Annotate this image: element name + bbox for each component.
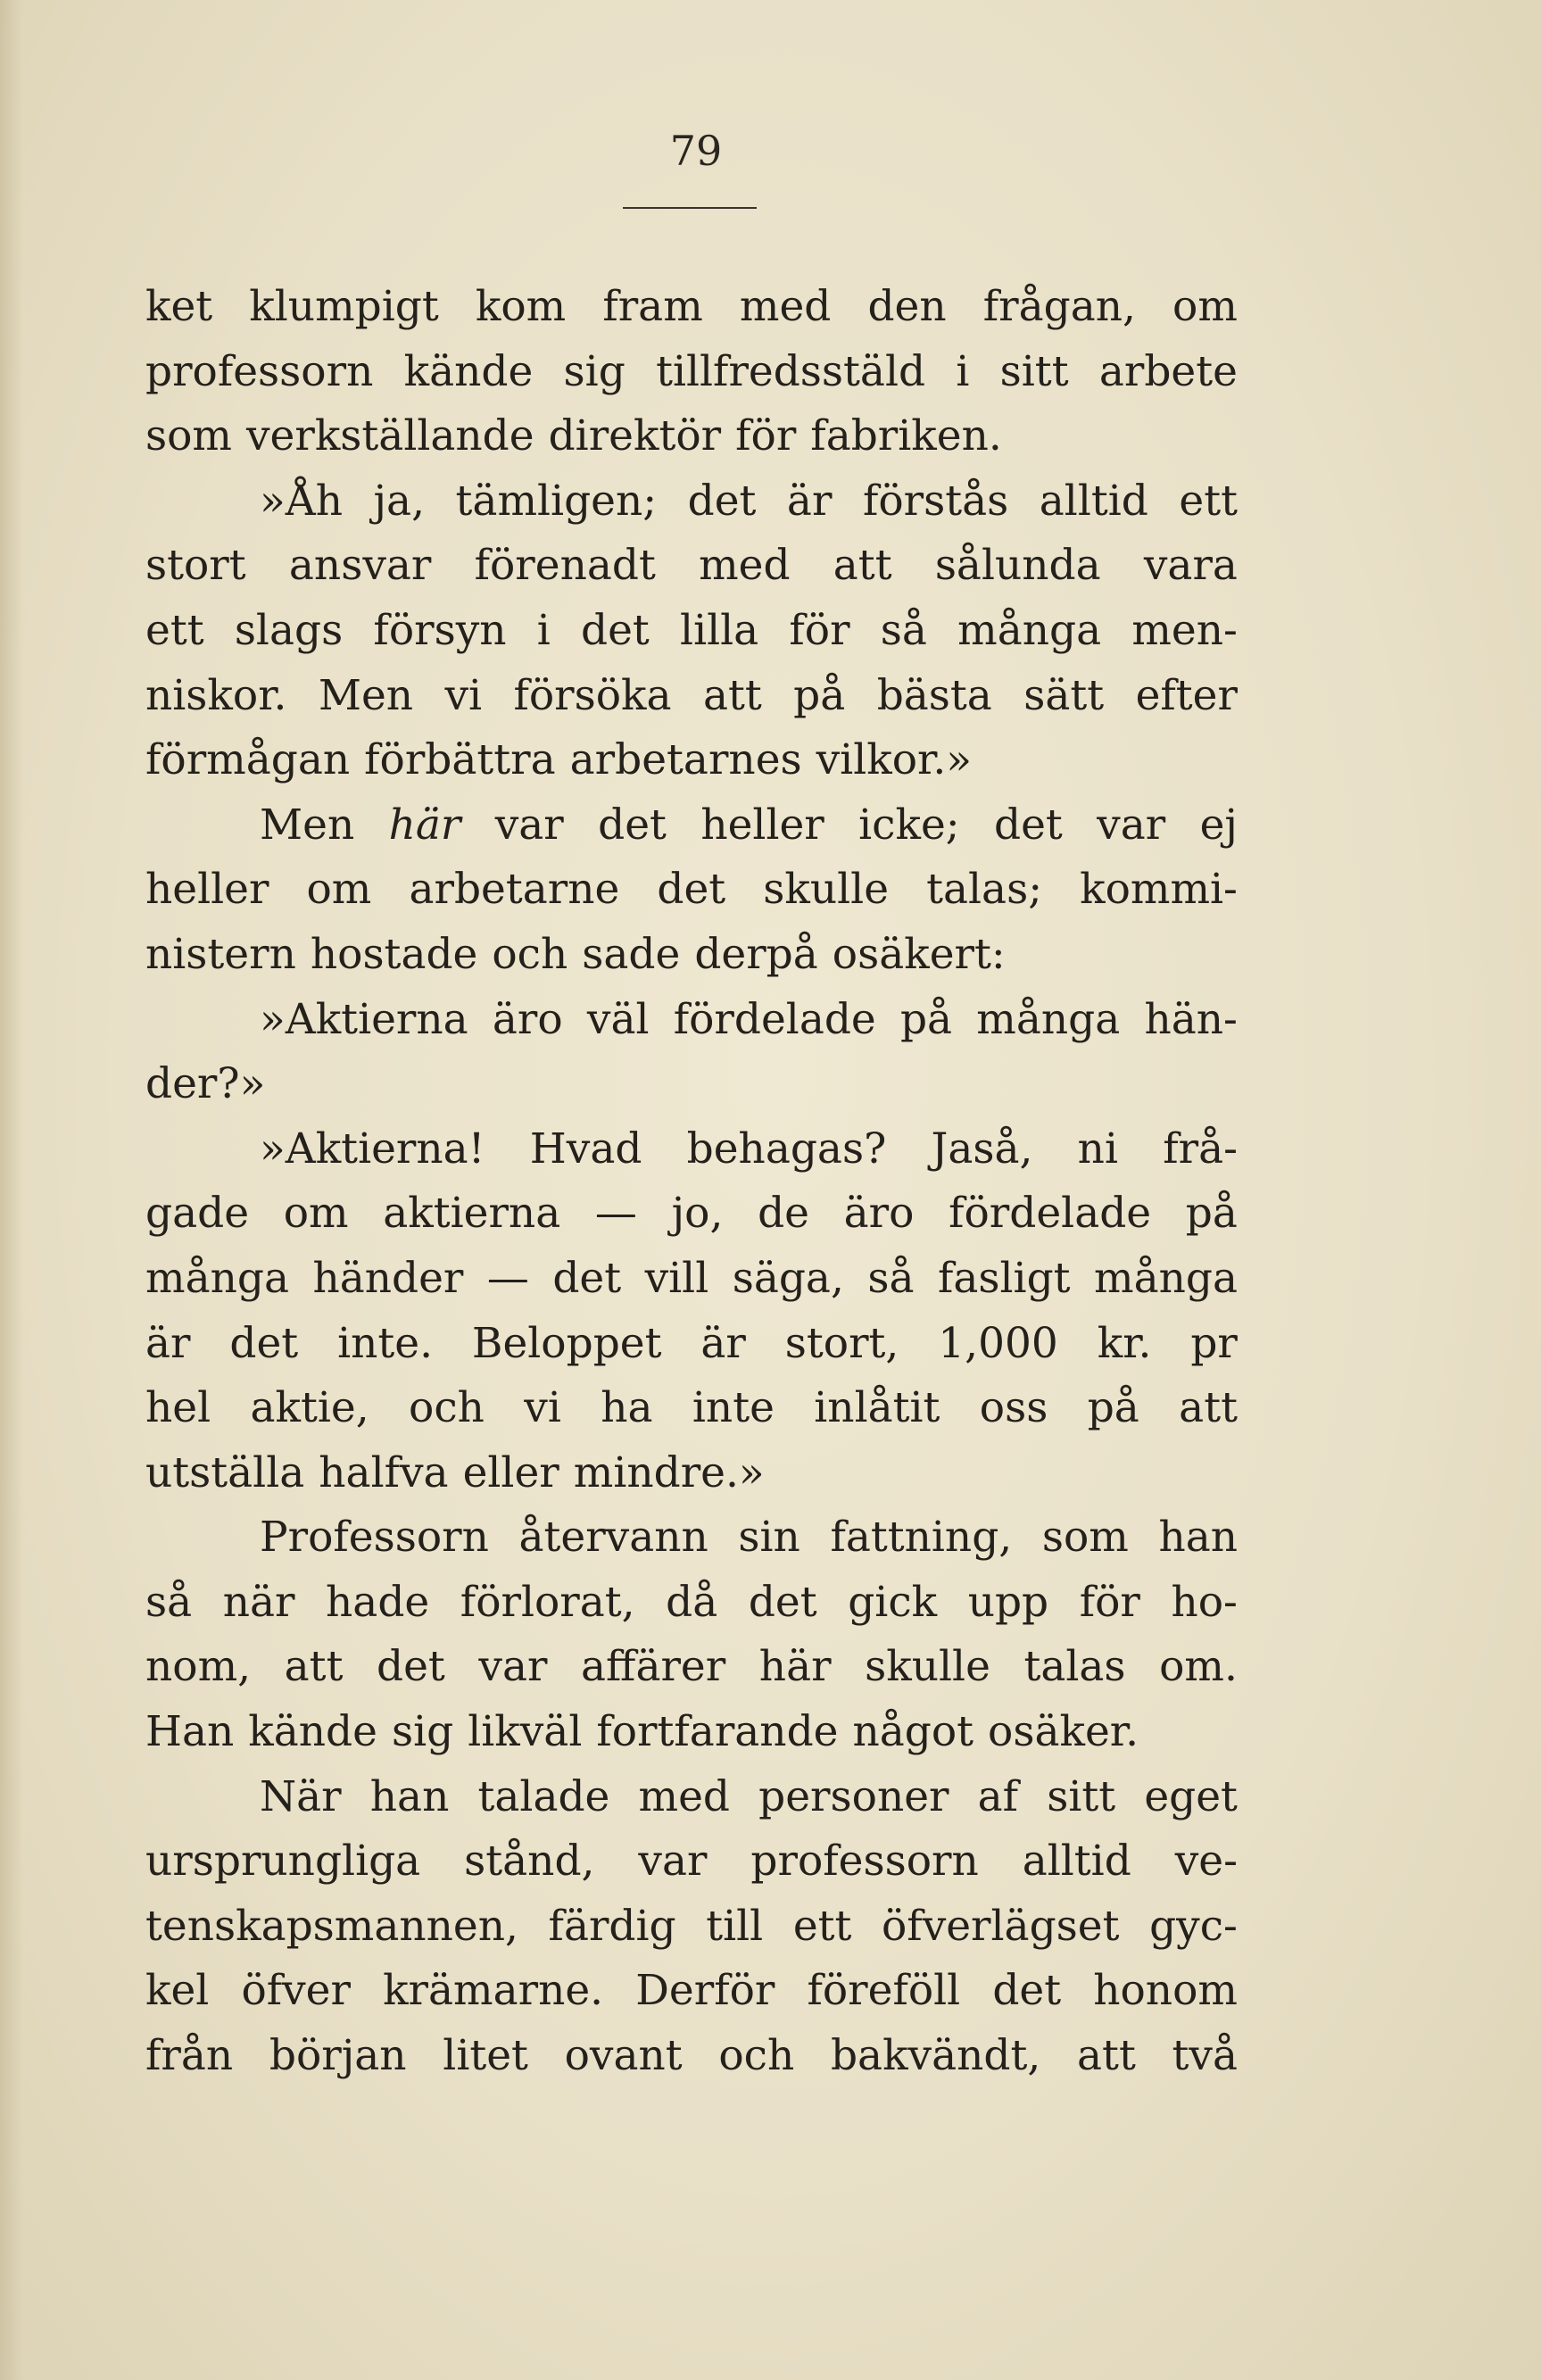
word: att: [1179, 1383, 1238, 1433]
word: ve-: [1174, 1837, 1238, 1887]
header-rule: [623, 207, 757, 209]
text-line: [145, 1505, 1238, 1571]
word: Men: [318, 670, 414, 720]
word: när: [222, 1577, 295, 1627]
word: är: [700, 1318, 746, 1368]
word: föreföll: [807, 1966, 961, 2016]
word: gick: [848, 1577, 938, 1627]
word: många: [957, 605, 1102, 655]
word: tillfredsstäld: [656, 346, 926, 396]
word: för: [735, 411, 797, 461]
word: så: [880, 605, 927, 655]
text-line: [145, 1895, 1238, 1960]
word: så: [867, 1253, 915, 1303]
word: aktie,: [250, 1383, 369, 1433]
word: likväl: [468, 1707, 583, 1757]
word: sålunda: [934, 541, 1101, 591]
word: arbete: [1098, 346, 1238, 396]
word: bästa: [876, 670, 992, 720]
word: tämligen;: [455, 476, 658, 526]
word: ket: [145, 282, 213, 331]
word: talas;: [926, 865, 1043, 915]
word: stort: [145, 541, 246, 591]
word: ja,: [373, 476, 426, 526]
word: Beloppet: [471, 1318, 662, 1368]
word: ej: [1199, 800, 1238, 850]
word: då: [666, 1577, 718, 1627]
word: det: [748, 1577, 817, 1627]
word: det: [994, 800, 1063, 850]
text-line: [145, 1700, 1238, 1765]
word: med: [739, 282, 832, 331]
word: ni: [1077, 1124, 1118, 1173]
word: att: [1077, 2031, 1136, 2081]
word: den: [867, 282, 947, 331]
word: så: [145, 1577, 193, 1627]
word: pr: [1190, 1318, 1238, 1368]
word: —: [594, 1189, 637, 1239]
text-line: [145, 988, 1238, 1053]
word: »Aktierna!: [260, 1124, 485, 1173]
word: och: [409, 1383, 485, 1433]
word: som: [145, 411, 232, 461]
word: »Åh: [260, 476, 343, 526]
word: heller: [145, 865, 269, 915]
text-line: [145, 340, 1238, 405]
word: inte.: [337, 1318, 434, 1368]
word: på: [1087, 1383, 1139, 1433]
word: han: [1158, 1513, 1238, 1563]
word: litet: [443, 2031, 528, 2081]
word: kände: [403, 346, 534, 396]
page-gutter-shadow: [0, 0, 23, 2380]
word: stort,: [784, 1318, 899, 1368]
word: jo,: [671, 1189, 724, 1239]
word: fabriken.: [810, 411, 1002, 461]
word: fasligt: [937, 1253, 1071, 1303]
word: nistern: [145, 929, 296, 979]
word: »Aktierna: [260, 994, 468, 1044]
word: direktör: [548, 411, 722, 461]
word: Jaså,: [931, 1124, 1033, 1173]
text-line: [145, 2024, 1238, 2089]
text-line: [145, 1571, 1238, 1636]
word: att: [284, 1642, 344, 1692]
text-line: [145, 1441, 1238, 1506]
text-line: [145, 793, 1238, 858]
word: halfva: [319, 1447, 449, 1497]
word: Han: [145, 1707, 235, 1757]
word: kel: [145, 1966, 210, 2016]
text-line: [145, 664, 1238, 729]
text-line: [145, 469, 1238, 535]
text-line: [145, 1959, 1238, 2024]
word: det: [377, 1642, 445, 1692]
word: om: [306, 865, 372, 915]
word: fram: [602, 282, 703, 331]
word: och: [718, 2031, 795, 2081]
word: i: [956, 346, 970, 396]
word: till: [706, 1901, 764, 1951]
word: skulle: [763, 865, 890, 915]
word: fattning,: [830, 1513, 1013, 1563]
word: men-: [1131, 605, 1238, 655]
word: med: [638, 1771, 730, 1821]
text-line: [145, 275, 1238, 340]
word: fortfarande: [596, 1707, 839, 1757]
word: försyn: [373, 605, 507, 655]
word: ansvar: [288, 541, 432, 591]
word: om.: [1159, 1642, 1238, 1692]
word: alltid: [1022, 1837, 1131, 1887]
word: kr.: [1097, 1318, 1152, 1368]
text-line: [145, 1765, 1238, 1830]
word: färdig: [548, 1901, 676, 1951]
word: icke;: [858, 800, 960, 850]
word: sin: [738, 1513, 800, 1563]
word: två: [1172, 2031, 1238, 2081]
word: förlorat,: [460, 1577, 635, 1627]
word: ursprungliga: [145, 1837, 421, 1887]
word: öfverlägset: [882, 1901, 1120, 1951]
text-line: [145, 923, 1238, 988]
word: öfver: [241, 1966, 351, 2016]
word: sig: [391, 1707, 454, 1757]
word: hän-: [1144, 994, 1238, 1044]
body-text: [145, 275, 1238, 2089]
word: bakvändt,: [830, 2031, 1041, 2081]
word: arbetarne: [409, 865, 620, 915]
word: vill: [644, 1253, 709, 1303]
word: personer: [758, 1771, 949, 1821]
word: der?»: [145, 1059, 266, 1109]
word: äro: [492, 994, 563, 1044]
word: inte: [692, 1383, 775, 1433]
word: förbättra: [364, 735, 556, 785]
word: affärer: [581, 1642, 726, 1692]
word: för: [1079, 1577, 1140, 1627]
word: talade: [477, 1771, 610, 1821]
word: många: [1094, 1253, 1238, 1303]
word: sitt: [1047, 1771, 1116, 1821]
word: om: [283, 1189, 349, 1239]
word: 1,000: [938, 1318, 1058, 1368]
word: verkställande: [245, 411, 534, 461]
word: aktierna: [383, 1189, 561, 1239]
word: som: [1041, 1513, 1129, 1563]
word: upp: [967, 1577, 1049, 1627]
word: på: [1185, 1189, 1238, 1239]
word: vara: [1143, 541, 1238, 591]
word: stånd,: [464, 1837, 595, 1887]
word: om: [1172, 282, 1238, 331]
word: det: [687, 476, 757, 526]
word: väl: [586, 994, 650, 1044]
word: kommi-: [1080, 865, 1238, 915]
word: det: [598, 800, 667, 850]
word: utställa: [145, 1447, 305, 1497]
word: här: [758, 1642, 832, 1692]
word: skulle: [865, 1642, 990, 1692]
text-line: [145, 858, 1238, 923]
word: många: [145, 1253, 289, 1303]
word: var: [494, 800, 564, 850]
word: gade: [145, 1189, 250, 1239]
text-line: [145, 1247, 1238, 1312]
word: på: [899, 994, 953, 1044]
text-line: [145, 1312, 1238, 1377]
word: sade: [582, 929, 681, 979]
word: han: [369, 1771, 450, 1821]
word: ho-: [1171, 1577, 1238, 1627]
word: Hvad: [529, 1124, 642, 1173]
word: början: [269, 2031, 407, 2081]
word: sig: [563, 346, 626, 396]
text-line: [145, 599, 1238, 664]
word: professorn: [145, 346, 374, 396]
word: i: [536, 605, 551, 655]
word: Professorn: [260, 1513, 489, 1563]
page-number: 79: [669, 127, 723, 175]
word: —: [486, 1253, 529, 1303]
word: mindre.»: [573, 1447, 765, 1497]
word: efter: [1135, 670, 1238, 720]
word: Men: [260, 800, 355, 850]
text-line: [145, 728, 1238, 793]
word: ha: [601, 1383, 653, 1433]
word: niskor.: [145, 670, 287, 720]
word: ett: [1179, 476, 1238, 526]
word: eller: [462, 1447, 559, 1497]
word: professorn: [750, 1837, 979, 1887]
text-line: [145, 1376, 1238, 1441]
word: slags: [234, 605, 344, 655]
word: händer: [312, 1253, 464, 1303]
word: var: [478, 1642, 548, 1692]
word: gyc-: [1149, 1901, 1238, 1951]
word: det: [229, 1318, 299, 1368]
word: osäkert:: [832, 929, 1006, 979]
text-line: [145, 1182, 1238, 1247]
text-line: [145, 534, 1238, 599]
word: lilla: [680, 605, 759, 655]
word: frå-: [1163, 1124, 1238, 1173]
word: derpå: [694, 929, 818, 979]
word: nom,: [145, 1642, 252, 1692]
word: är: [145, 1318, 191, 1368]
word: var: [638, 1837, 708, 1887]
word: alltid: [1039, 476, 1148, 526]
word: något: [852, 1707, 974, 1757]
word: förmågan: [145, 735, 351, 785]
word: det: [581, 605, 650, 655]
text-line: [145, 1635, 1238, 1700]
word: vi: [524, 1383, 561, 1433]
word: fördelade: [949, 1189, 1152, 1239]
word: eget: [1144, 1771, 1238, 1821]
word: klumpigt: [249, 282, 439, 331]
word: försöka: [513, 670, 672, 720]
word: hostade: [310, 929, 478, 979]
text-line: [145, 1829, 1238, 1895]
word: förenadt: [474, 541, 656, 591]
word: ett: [792, 1901, 852, 1951]
word: frågan,: [982, 282, 1136, 331]
word: ett: [145, 605, 204, 655]
word: här: [388, 800, 461, 850]
word: krämarne.: [383, 1966, 604, 2016]
word: ovant: [564, 2031, 683, 2081]
word: att: [833, 541, 892, 591]
word: kände: [248, 1707, 377, 1757]
text-line: [145, 1117, 1238, 1182]
word: vilkor.»: [816, 735, 973, 785]
word: fördelade: [673, 994, 876, 1044]
word: af: [977, 1771, 1019, 1821]
text-line: [145, 1052, 1238, 1117]
word: förstås: [862, 476, 1009, 526]
word: det: [992, 1966, 1062, 2016]
word: säga,: [732, 1253, 844, 1303]
word: vi: [444, 670, 483, 720]
word: var: [1097, 800, 1166, 850]
word: oss: [979, 1383, 1048, 1433]
word: återvann: [518, 1513, 708, 1563]
word: äro: [843, 1189, 915, 1239]
word: Derför: [635, 1966, 775, 2016]
word: arbetarnes: [569, 735, 802, 785]
word: att: [702, 670, 762, 720]
word: inlåtit: [814, 1383, 940, 1433]
word: osäker.: [988, 1707, 1139, 1757]
word: sitt: [999, 346, 1069, 396]
word: är: [786, 476, 833, 526]
word: honom: [1093, 1966, 1238, 2016]
word: för: [789, 605, 850, 655]
word: hel: [145, 1383, 211, 1433]
word: När: [260, 1771, 342, 1821]
word: det: [552, 1253, 622, 1303]
word: med: [699, 541, 791, 591]
word: det: [657, 865, 726, 915]
word: och: [492, 929, 568, 979]
word: på: [793, 670, 846, 720]
word: kom: [475, 282, 567, 331]
text-line: [145, 404, 1238, 469]
word: behagas?: [686, 1124, 887, 1173]
word: sätt: [1023, 670, 1105, 720]
word: tenskapsmannen,: [145, 1901, 518, 1951]
word: heller: [700, 800, 824, 850]
word: de: [758, 1189, 809, 1239]
word: hade: [326, 1577, 430, 1627]
word: från: [145, 2031, 234, 2081]
word: talas: [1023, 1642, 1126, 1692]
word: många: [976, 994, 1121, 1044]
